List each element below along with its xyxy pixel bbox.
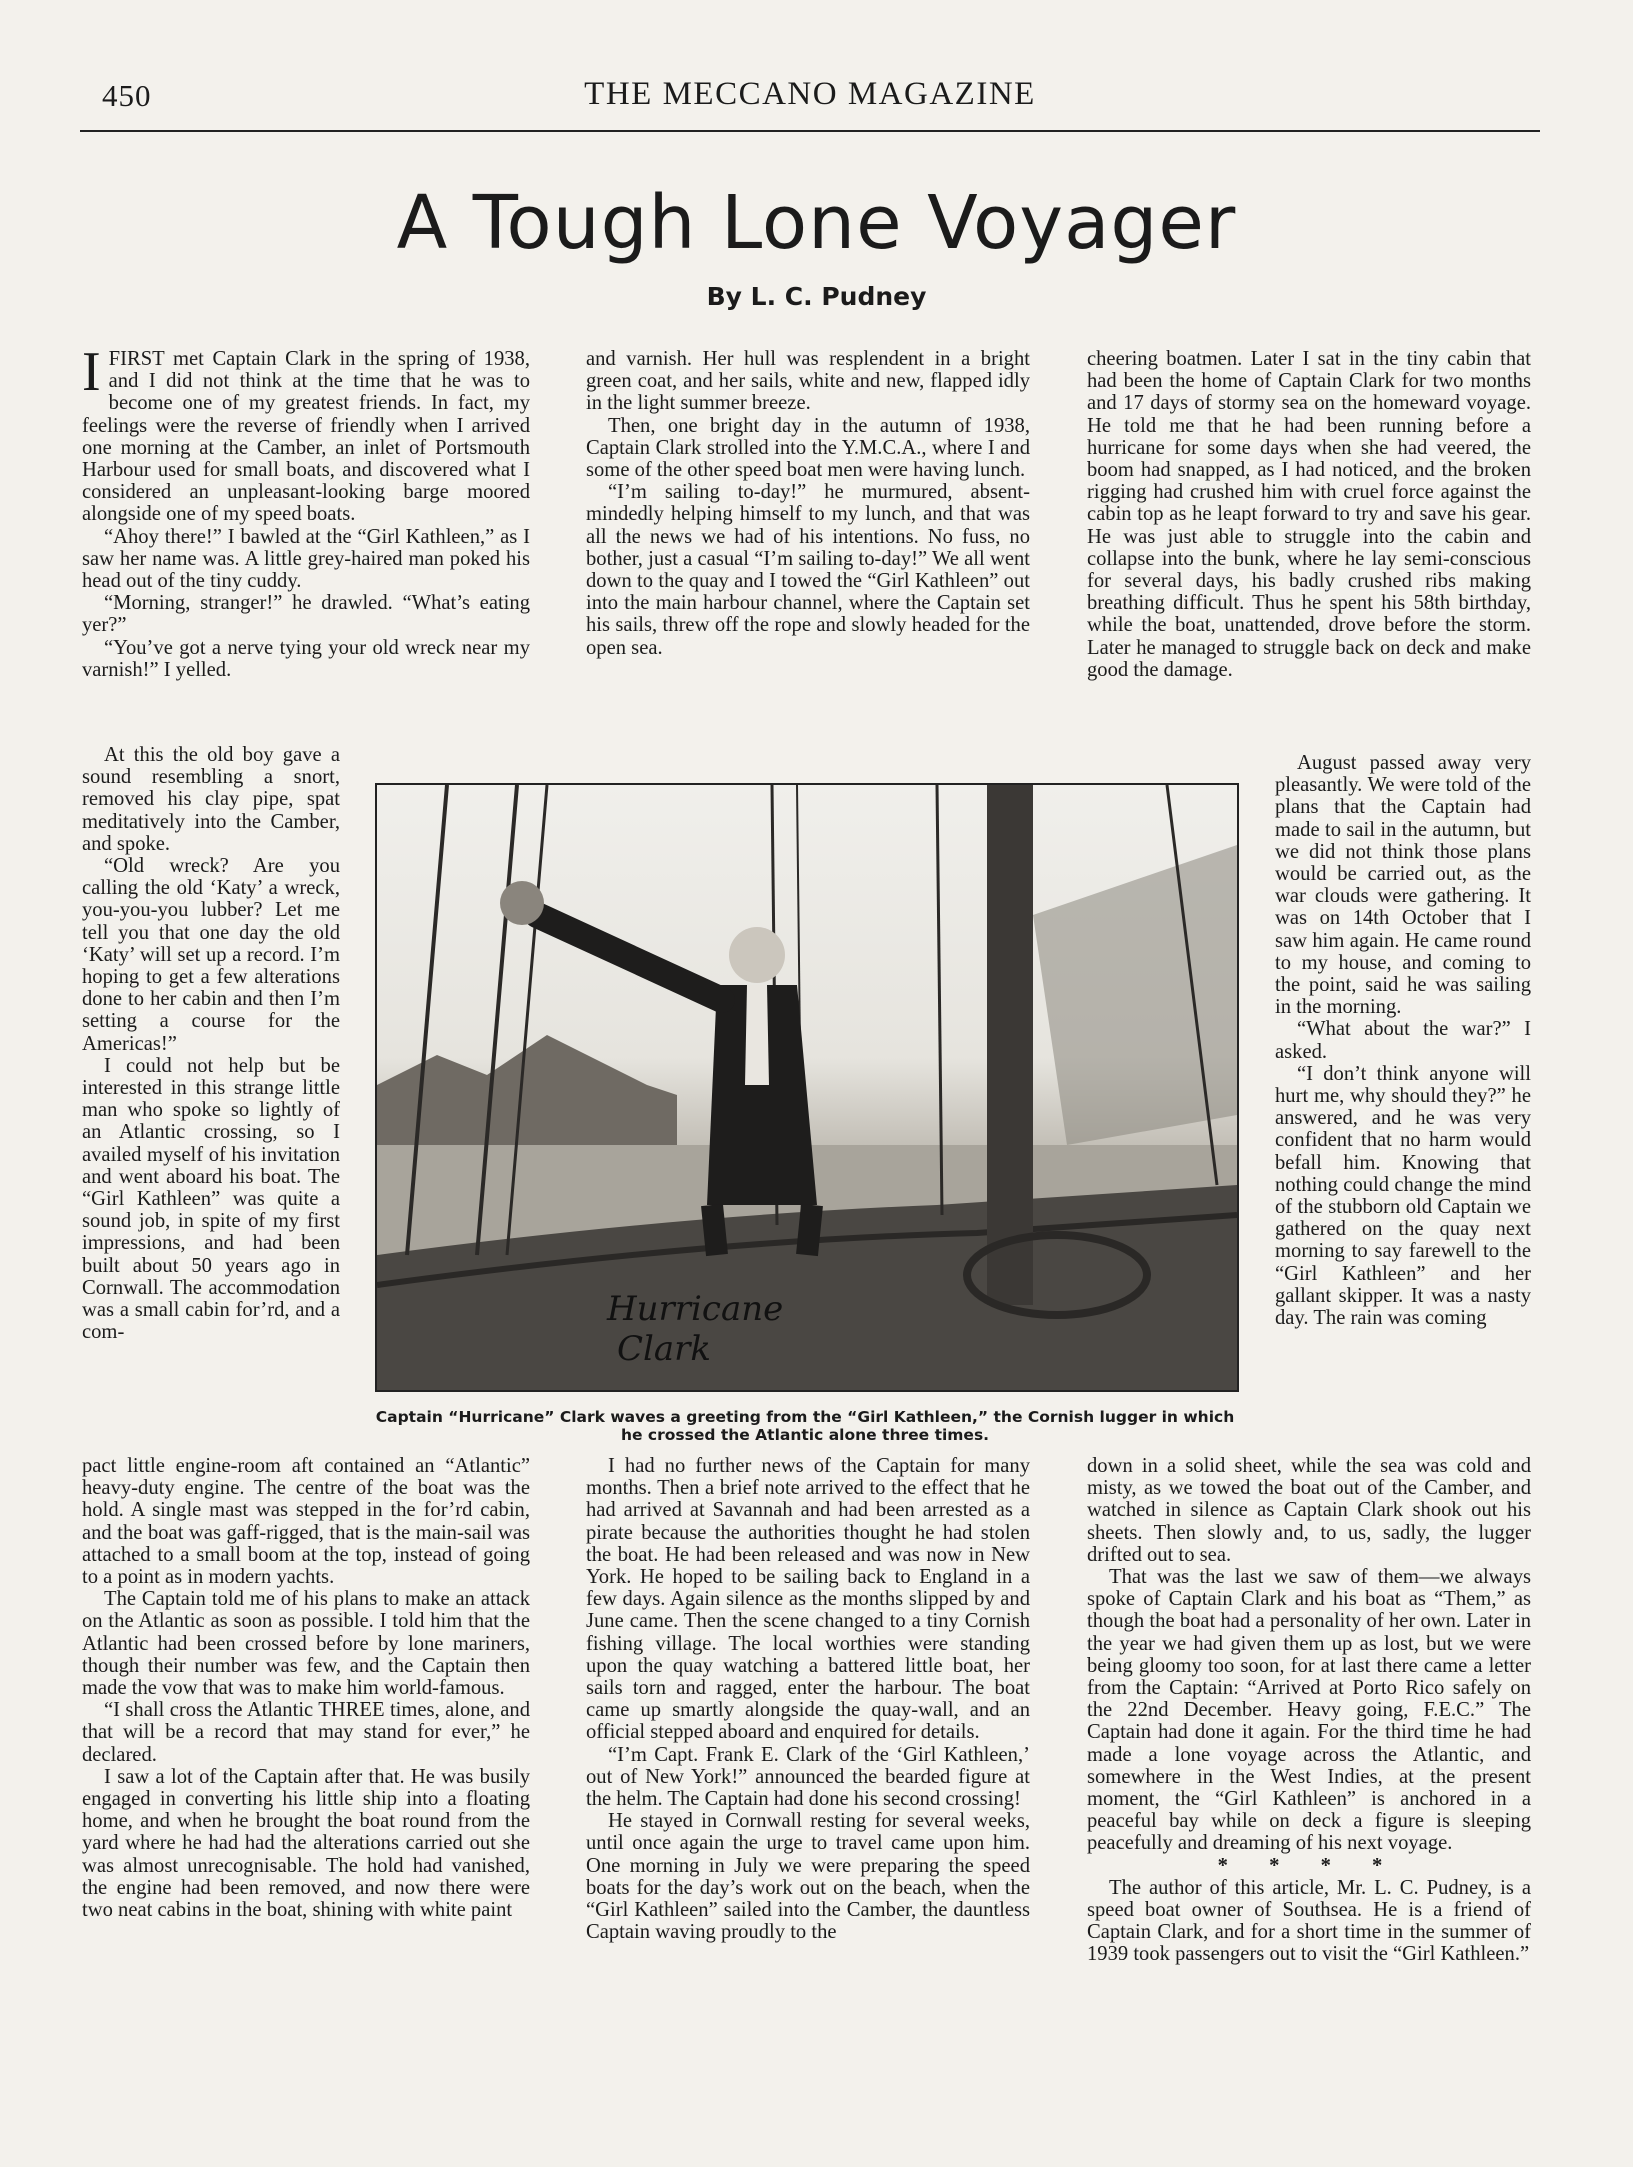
paragraph: “What about the war?” I asked. xyxy=(1275,1018,1531,1063)
article-byline: By L. C. Pudney xyxy=(706,282,927,311)
paragraph: “I shall cross the Atlantic THREE times, alone, and that will be a record that may stand for ever,” he declared. xyxy=(82,1699,530,1766)
photo-caption: Captain “Hurricane” Clark waves a greeting from the “Girl Kathleen,” the Cornish lugger in which he crossed the Atlantic alone three times. xyxy=(375,1408,1235,1444)
page-number: 450 xyxy=(102,78,152,113)
column-1-narrow xyxy=(82,744,340,1444)
paragraph: At this the old boy gave a sound resembling a snort, removed his clay pipe, spat meditatively into the Camber, and spoke. xyxy=(82,744,340,855)
paragraph: “I’m sailing to-day!” he murmured, absent-mindedly helping himself to my lunch, and that was all the news we had of his intentions. No fuss, no bother, just a casual “I’m sailing to-day!” We all went down to the quay and I towed the “Girl Kathleen” out into the main harbour channel, where the Captain set his sails, threw off the rope and slowly headed for the open sea. xyxy=(586,481,1030,659)
paragraph-text: FIRST met Captain Clark in the spring of 1938, and I did not think at the time that he was to become one of my greatest friends. In fact, my feelings were the reverse of friendly when I arrived one morning at the Camber, an inlet of Portsmouth Harbour used for small boats, and discovered what I considered an unpleasant-looking barge moored alongside one of my speed boats. xyxy=(82,348,530,526)
paragraph: “You’ve got a nerve tying your old wreck near my varnish!” I yelled. xyxy=(82,636,530,681)
page-header xyxy=(80,72,1540,132)
paragraph: The Captain told me of his plans to make an attack on the Atlantic as soon as possible. I told him that the Atlantic had been crossed before by lone mariners, though their number was few, and the Captain then made the vow that was to make him world-famous. xyxy=(82,1588,530,1700)
paragraph: down in a solid sheet, while the sea was cold and misty, as we towed the boat out of the Camber, and watched in silence as Captain Clark shook out his sheets. Then slowly and, to us, sadly, the lugger drifted out to sea. xyxy=(1087,1455,1531,1566)
column-1-bottom xyxy=(82,1455,530,2075)
signature-line1: Hurricane xyxy=(607,1289,784,1329)
paragraph: Then, one bright day in the autumn of 1938, Captain Clark strolled into the Y.M.C.A., where I and some of the other speed boat men were having lunch. xyxy=(586,414,1030,482)
column-3-bottom xyxy=(1087,1455,1531,2075)
column-1-top xyxy=(82,348,530,740)
signature-line2: Clark xyxy=(617,1329,712,1369)
paragraph: and varnish. Her hull was resplendent in a bright green coat, and her sails, white and new, flapped idly in the light summer breeze. xyxy=(586,348,1030,415)
author-note: The author of this article, Mr. L. C. Pudney, is a speed boat owner of Southsea. He is a friend of Captain Clark, and for a short time in the summer of 1939 took passengers out to visit the “Girl Kathleen.” xyxy=(1087,1876,1531,1966)
column-3-top xyxy=(1087,348,1531,758)
paragraph: pact little engine-room aft contained an “Atlantic” heavy-duty engine. The centre of the boat was the hold. A single mast was stepped in the for’rd cabin, and the boat was gaff-rigged, that is the main-sail was attached to a small boom at the top, instead of going to a point as in modern yachts. xyxy=(82,1455,530,1589)
captain-photograph xyxy=(375,783,1239,1392)
section-separator: * * * * xyxy=(1217,1854,1401,1877)
drop-cap: I xyxy=(82,348,101,403)
paragraph: I saw a lot of the Captain after that. He was busily engaged in converting his little ship into a floating home, and when he brought the boat round from the yard where he had had the alterations carried out she was almost unrecognisable. The hold had vanished, the engine had been removed, and now there were two neat cabins in the boat, shining with white paint xyxy=(82,1765,530,1922)
paragraph: “I’m Capt. Frank E. Clark of the ‘Girl Kathleen,’ out of New York!” announced the bearded figure at the helm. The Captain had done his second crossing! xyxy=(586,1743,1030,1811)
mast xyxy=(987,785,1033,1305)
column-2-top xyxy=(586,348,1030,748)
paragraph: August passed away very pleasantly. We were told of the plans that the Captain had made to sail in the autumn, but we did not think those plans would be carried out, as the war clouds were gathering. It was on 14th October that I saw him again. He came round to my house, and coming to the point, said he was sailing in the morning. xyxy=(1275,752,1531,1019)
paragraph: I could not help but be interested in this strange little man who spoke so lightly of an Atlantic crossing, so I availed myself of his invitation and went aboard his boat. The “Girl Kathleen” was quite a sound job, in spite of my first impressions, and had been built about 50 years ago in Cornwall. The accommodation was a small cabin for’rd, and a com- xyxy=(82,1054,340,1344)
paragraph: “I don’t think anyone will hurt me, why should they?” he answered, and he was very confident that no harm would befall him. Knowing that nothing could change the mind of the stubborn old Captain we gathered on the quay next morning to say farewell to the “Girl Kathleen” and her gallant skipper. It was a nasty day. The rain was coming xyxy=(1275,1062,1531,1330)
column-2-bottom xyxy=(586,1455,1030,2075)
header-divider xyxy=(80,130,1540,132)
paragraph: He stayed in Cornwall resting for several weeks, until once again the urge to travel came upon him. One morning in July we were preparing the speed boats for the day’s work out on the beach, when the “Girl Kathleen” sailed into the Camber, the dauntless Captain waving proudly to the xyxy=(586,1810,1030,1944)
magazine-title: THE MECCANO MAGAZINE xyxy=(584,76,1036,112)
paragraph: “Morning, stranger!” he drawled. “What’s eating yer?” xyxy=(82,592,530,637)
column-3-narrow xyxy=(1275,752,1531,1452)
photo-illustration xyxy=(377,785,1237,1390)
paragraph xyxy=(82,348,530,526)
paragraph: “Old wreck? Are you calling the old ‘Katy’ a wreck, you-you-you lubber? Let me tell you that one day the old ‘Katy’ will set up a record. I’m hoping to get a few alterations done to her cabin and then I’m setting a course for the Americas!” xyxy=(82,855,340,1055)
paragraph: I had no further news of the Captain for many months. Then a brief note arrived to the effect that he had arrived at Savannah and had been arrested as a pirate because the authorities thought he had stolen the boat. He had been released and was now in New York. He hoped to be sailing back to England in a few days. Again silence as the months slipped by and June came. Then the scene changed to a tiny Cornish fishing village. The local worthies were standing upon the quay watching a battered little boat, her sails torn and ragged, enter the harbour. The boat came up smartly alongside the quay-wall, and an official stepped aboard and enquired for details. xyxy=(586,1455,1030,1744)
article-title: A Tough Lone Voyager xyxy=(396,180,1237,266)
paragraph: That was the last we saw of them—we always spoke of Captain Clark and his boat as “Them,” as though the boat had a personality of her own. Later in the year we had given them up as lost, but we were being gloomy too soon, for at last there came a letter from the Captain: “Arrived at Porto Rico safely on the 22nd December. Heavy going, F.E.C.” The Captain had done it again. For the third time he had made a lone voyage across the Atlantic, and somewhere in the West Indies, at the present moment, the “Girl Kathleen” is anchored in a peaceful bay while on deck a figure is sleeping peacefully and dreaming of his next voyage. xyxy=(1087,1566,1531,1855)
paragraph: “Ahoy there!” I bawled at the “Girl Kathleen,” as I saw her name was. A little grey-haired man poked his head out of the tiny cuddy. xyxy=(82,525,530,593)
paragraph: cheering boatmen. Later I sat in the tiny cabin that had been the home of Captain Clark for two months and 17 days of stormy sea on the homeward voyage. He told me that he had been running before a hurricane for some days when she had veered, the boom had snapped, as I had noticed, and the broken rigging had crushed him with cruel force against the cabin top as he leapt forward to try and save his gear. He was just able to struggle into the cabin and collapse into the bunk, where he lay semi-conscious for several days, his badly crushed ribs making breathing difficult. Thus he spent his 58th birthday, while the boat, unattended, drove before the storm. Later he managed to struggle back on deck and make good the damage. xyxy=(1087,348,1531,681)
